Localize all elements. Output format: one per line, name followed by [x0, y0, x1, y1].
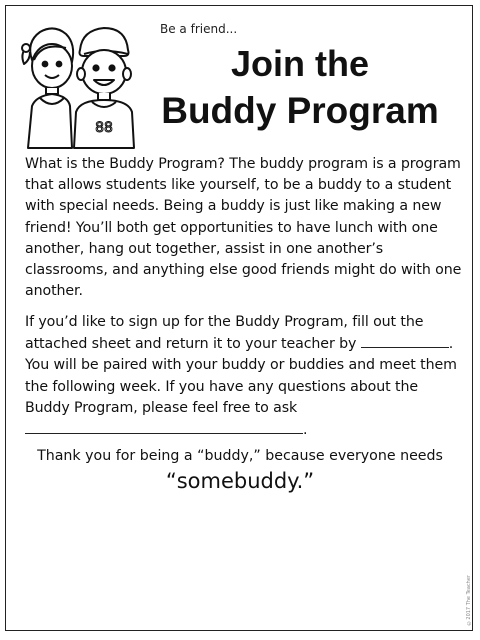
signup-paragraph [25, 312, 463, 441]
tagline: Be a friend... [160, 22, 238, 36]
thanks-line: Thank you for being a “buddy,” because everyone needs [37, 448, 443, 464]
signup-text-3: . [303, 422, 308, 439]
signup-text-1: If you’d like to sign up for the Buddy Program, fill out the attached sheet and return it to your teacher by [25, 314, 424, 353]
shirt-number: 88 [95, 120, 113, 136]
copyright-note: ©2017 The Teacher [466, 575, 472, 626]
contact-blank-line [25, 419, 303, 434]
intro-paragraph: What is the Buddy Program? The buddy program is a program that allows students like yourself, to be a buddy to a student with special needs. Being a buddy is just like making a new friend! You’ll both get opportunities to have lunch with one another, hang out together, assist in one another’s classrooms, and anything else good friends might do with one another. [25, 156, 462, 300]
title-line-2: Buddy Program [161, 90, 439, 131]
teacher-blank-line [361, 333, 449, 348]
girl-figure [22, 28, 73, 148]
signup-text-2: . You will be paired with your buddy or buddies and meet them the following week. If you have any questions about the Buddy Program, please feel free to ask [25, 336, 457, 416]
buddies-illustration [18, 20, 136, 150]
page-title [140, 40, 460, 134]
somebuddy-line: “somebuddy.” [165, 469, 315, 493]
title-line-1: Join the [230, 43, 369, 84]
